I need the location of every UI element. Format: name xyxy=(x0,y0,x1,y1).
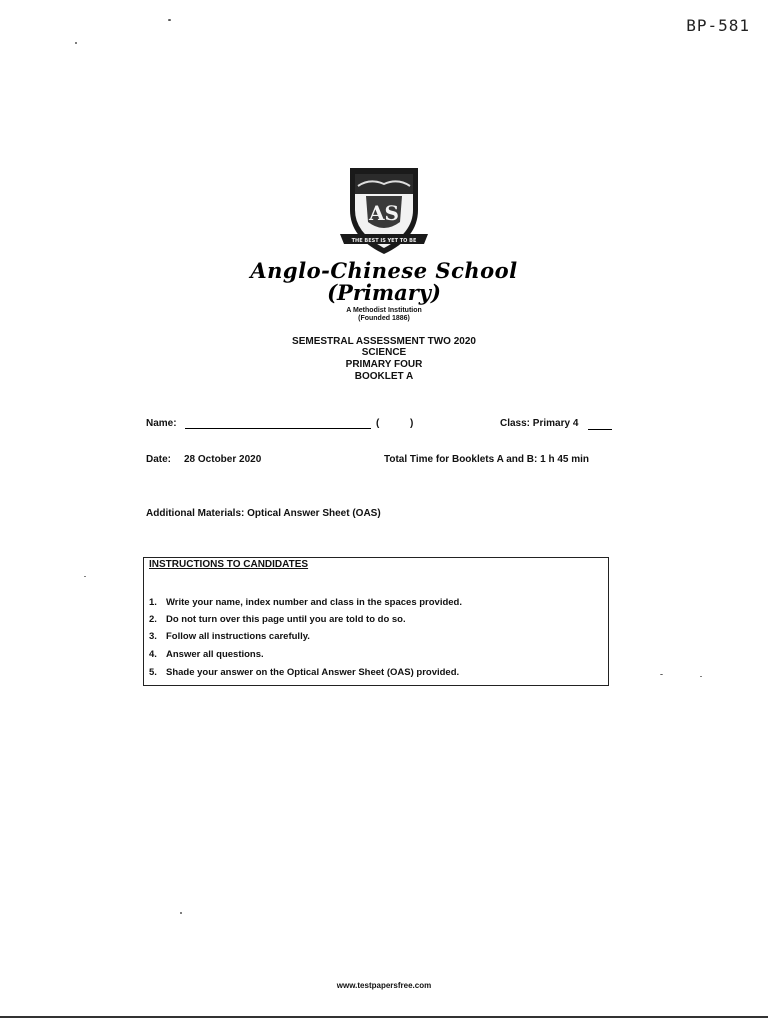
document-code: BP-581 xyxy=(686,16,750,35)
crest-monogram: AS xyxy=(369,201,399,225)
class-field-line[interactable] xyxy=(588,429,612,430)
class-label: Class: Primary 4 xyxy=(500,418,579,429)
index-paren-close: ) xyxy=(410,418,414,429)
instruction-item: 3. Follow all instructions carefully. xyxy=(149,631,310,642)
scan-edge-line xyxy=(0,1016,768,1018)
total-time-label: Total Time for Booklets A and B: 1 h 45 min xyxy=(384,454,590,465)
assessment-subject: SCIENCE xyxy=(361,347,407,358)
name-field-line[interactable] xyxy=(185,428,371,429)
scan-speck xyxy=(75,42,77,44)
date-label: Date: xyxy=(146,454,172,465)
instruction-item: 4. Answer all questions. xyxy=(149,649,264,660)
footer-website: www.testpapersfree.com xyxy=(336,981,432,990)
instruction-item: 2. Do not turn over this page until you are told to do so. xyxy=(149,614,406,625)
school-crest-icon xyxy=(336,164,432,260)
school-name: Anglo-Chinese School xyxy=(250,258,518,283)
scan-speck xyxy=(168,19,171,21)
school-subtitle: A Methodist Institution xyxy=(346,307,422,314)
school-founded: (Founded 1886) xyxy=(358,315,410,322)
scan-speck xyxy=(180,912,182,914)
assessment-title: SEMESTRAL ASSESSMENT TWO 2020 xyxy=(292,336,476,347)
school-name-sub: (Primary) xyxy=(327,280,441,305)
instruction-item: 5. Shade your answer on the Optical Answer Sheet (OAS) provided. xyxy=(149,667,460,678)
scan-speck xyxy=(84,576,86,577)
instructions-title: INSTRUCTIONS TO CANDIDATES xyxy=(149,559,309,570)
crest-motto: THE BEST IS YET TO BE xyxy=(351,238,417,244)
scan-speck xyxy=(700,676,702,677)
assessment-booklet: BOOKLET A xyxy=(354,371,414,382)
additional-materials: Additional Materials: Optical Answer Sheet (OAS) xyxy=(146,508,381,519)
instruction-item: 1. Write your name, index number and class in the spaces provided. xyxy=(149,597,462,608)
assessment-level: PRIMARY FOUR xyxy=(345,359,423,370)
index-paren-open: ( xyxy=(376,418,380,429)
scan-speck xyxy=(660,674,663,675)
date-value: 28 October 2020 xyxy=(184,454,262,465)
name-label: Name: xyxy=(146,418,177,429)
